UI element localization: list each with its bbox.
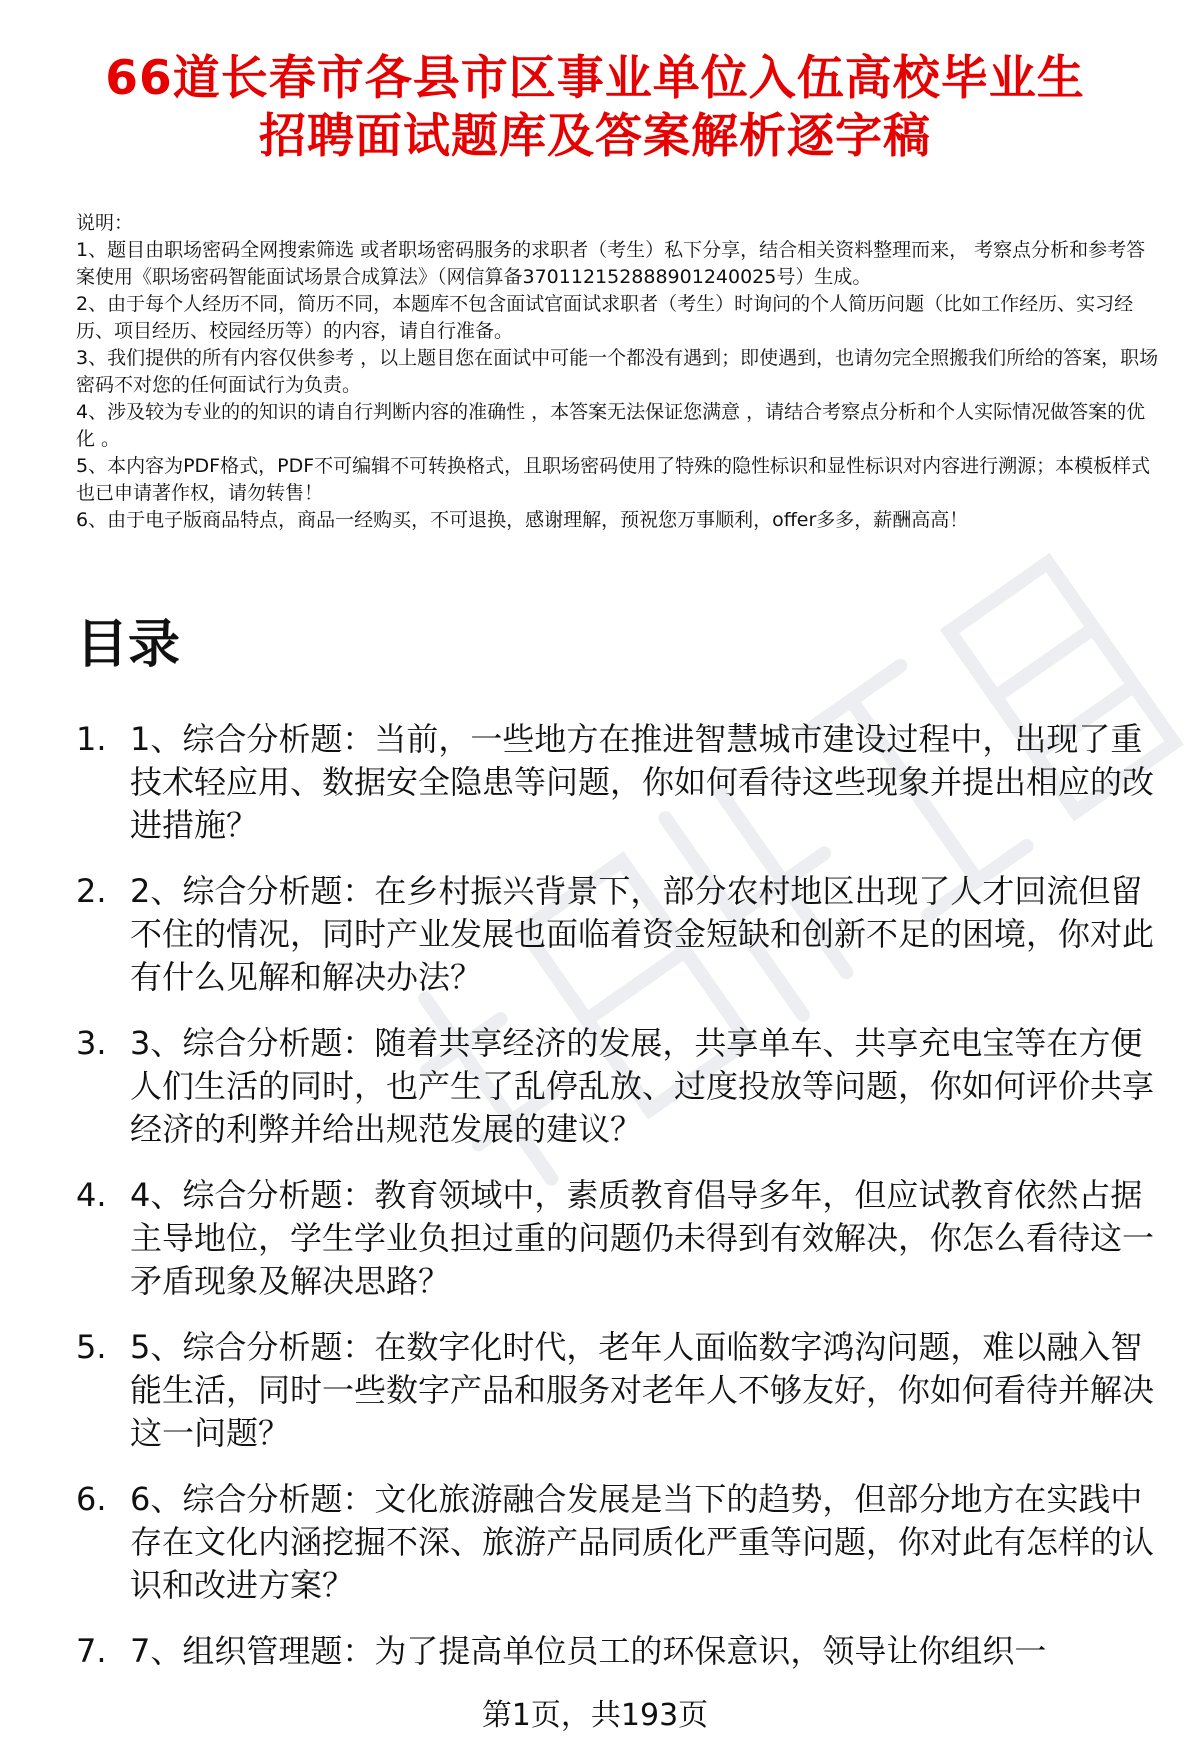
note-item-6: 6、由于电子版商品特点，商品一经购买，不可退换，感谢理解，预祝您万事顺利，offer多多，薪酬高高！ bbox=[76, 509, 969, 531]
toc-item-3[interactable] bbox=[76, 1022, 1166, 1151]
toc-item-number: 4. bbox=[76, 1176, 107, 1214]
notes-section bbox=[76, 210, 1161, 534]
note-item-3: 3、我们提供的所有内容仅供参考 ，以上题目您在面试中可能一个都没有遇到；即使遇到，也请勿完全照搬我们所给的答案，职场密码不对您的任何面试行为负责。 bbox=[76, 347, 1159, 396]
note-item-5: 5、本内容为PDF格式，PDF不可编辑不可转换格式，且职场密码使用了特殊的隐性标识和显性标识对内容进行溯源；本模板样式也已申请著作权，请勿转售！ bbox=[76, 455, 1151, 504]
toc-item-text: 1、综合分析题：当前，一些地方在推进智慧城市建设过程中，出现了重技术轻应用、数据安全隐患等问题，你如何看待这些现象并提出相应的改进措施？ bbox=[130, 720, 1155, 844]
title-line-1: 66道长春市各县市区事业单位入伍高校毕业生 bbox=[105, 51, 1085, 106]
toc-item-text: 5、综合分析题：在数字化时代，老年人面临数字鸿沟问题，难以融入智能生活，同时一些数字产品和服务对老年人不够友好，你如何看待并解决这一问题？ bbox=[130, 1328, 1155, 1452]
toc-item-number: 1. bbox=[76, 720, 107, 758]
toc-item-number: 6. bbox=[76, 1480, 107, 1518]
title-line-2: 招聘面试题库及答案解析逐字稿 bbox=[259, 109, 931, 164]
toc-item-6[interactable] bbox=[76, 1478, 1166, 1607]
note-item-4: 4、涉及较为专业的的知识的请自行判断内容的准确性 ，本答案无法保证您满意 ，请结合考察点分析和个人实际情况做答案的优化 。 bbox=[76, 401, 1146, 450]
toc-item-7[interactable] bbox=[76, 1630, 1166, 1673]
toc-item-number: 7. bbox=[76, 1632, 107, 1670]
toc-item-text: 4、综合分析题：教育领域中，素质教育倡导多年，但应试教育依然占据主导地位，学生学业负担过重的问题仍未得到有效解决，你怎么看待这一矛盾现象及解决思路？ bbox=[130, 1176, 1155, 1300]
toc-list bbox=[76, 718, 1166, 1696]
toc-item-5[interactable] bbox=[76, 1326, 1166, 1455]
toc-item-4[interactable] bbox=[76, 1174, 1166, 1303]
note-item-2: 2、由于每个人经历不同，简历不同，本题库不包含面试官面试求职者（考生）时询问的个人简历问题（比如工作经历、实习经历、项目经历、校园经历等）的内容，请自行准备。 bbox=[76, 293, 1134, 342]
toc-item-2[interactable] bbox=[76, 870, 1166, 999]
toc-item-number: 5. bbox=[76, 1328, 107, 1366]
toc-item-text: 7、组织管理题：为了提高单位员工的环保意识，领导让你组织一 bbox=[130, 1632, 1047, 1670]
page-number: 第1页，共193页 bbox=[481, 1698, 709, 1733]
toc-item-text: 6、综合分析题：文化旅游融合发展是当下的趋势，但部分地方在实践中存在文化内涵挖掘不深、旅游产品同质化严重等问题，你对此有怎样的认识和改进方案？ bbox=[130, 1480, 1155, 1604]
toc-item-1[interactable] bbox=[76, 718, 1166, 847]
toc-item-number: 3. bbox=[76, 1024, 107, 1062]
toc-item-text: 2、综合分析题：在乡村振兴背景下，部分农村地区出现了人才回流但留不住的情况，同时产业发展也面临着资金短缺和创新不足的困境，你对此有什么见解和解决办法？ bbox=[130, 872, 1155, 996]
notes-heading: 说明： bbox=[76, 212, 134, 234]
toc-heading: 目录 bbox=[76, 615, 181, 675]
toc-item-number: 2. bbox=[76, 872, 107, 910]
toc-item-text: 3、综合分析题：随着共享经济的发展，共享单车、共享充电宝等在方便人们生活的同时，也产生了乱停乱放、过度投放等问题，你如何评价共享经济的利弊并给出规范发展的建议？ bbox=[130, 1024, 1155, 1148]
document-title bbox=[60, 50, 1130, 166]
note-item-1: 1、题目由职场密码全网搜索筛选 或者职场密码服务的求职者（考生）私下分享，结合相关资料整理而来， 考察点分析和参考答案使用《职场密码智能面试场景合成算法》（网信算备370112152888901240025号）生成。 bbox=[76, 239, 1146, 288]
